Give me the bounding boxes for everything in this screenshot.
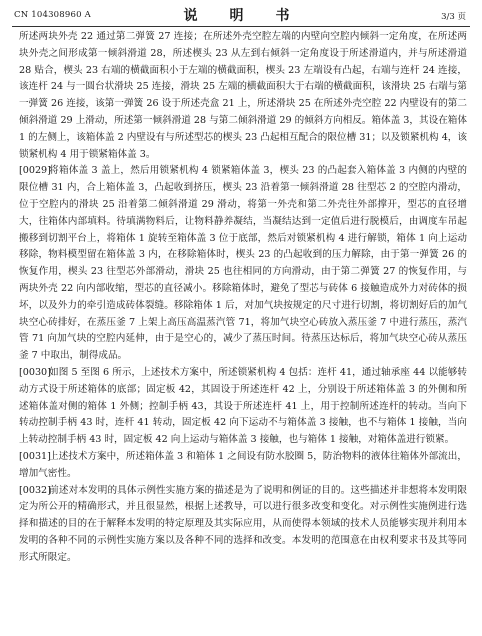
publication-number: CN 104308960 A xyxy=(14,10,91,20)
document-body xyxy=(19,29,467,567)
paragraph-continued xyxy=(19,29,467,163)
paragraph-number: [0029] xyxy=(19,165,51,177)
page-number: 3/3 页 xyxy=(441,12,466,22)
paragraph-text: 将箱体盖 3 盖上，然后用锁紧机构 4 锁紧箱体盖 3，楔头 23 的凸起套入箱体盖 3 内侧的内壁的限位槽 31 内，合上箱体盖 3，凸起收到挤压，楔头 23 沿着第一倾斜滑道 28 往型芯 2 的空腔内滑动，位于空腔内的滑块 25 沿着第二倾斜滑道 29 滑动，将第一外壳和第二外壳往外部撑开，型芯的直径增大，往箱体内部填料。待填满物料后，让物料静养凝结，当凝结达到一定值后进行脱模后，由调度车吊起搬移到切割平台上，将箱体 1 旋转至箱体盖 3 位于底部，然后对锁紧机构 4 进行解锁，箱体 1 向上运动移除，物料模型留在箱体盖 3 内，在移除箱体时，楔头 23 的凸起收到的压力解除，由于第一弹簧 26 的恢复作用，楔头 23 往型芯外部滑动，滑块 25 也往相同的方向滑动，由于第二弹簧 27 的恢复作用，与两块外壳 22 向内部收缩，型芯的直径减小。移除箱体时，避免了型芯与砖体 6 接触造成外力对砖体的损坏，以及外力的牵引造成砖体裂缝。移除箱体 1 后，对加气块按规定的尺寸进行切割，将切割好后的加气块空心砖排好，在蒸压釜 7 上架上高压高温蒸汽管 71，将加气块空心砖放入蒸压釜 7 中进行蒸压，蒸汽管 71 向加气块的空腔内延伸，由于是空心的，减少了蒸压时间。待蒸压达标后，将加气块空心砖从蒸压釜 7 中取出，制得成品。 xyxy=(19,165,467,362)
paragraph-number: [0031] xyxy=(19,450,51,462)
paragraph-0030 xyxy=(19,365,467,449)
paragraph-0029 xyxy=(19,163,467,365)
page-header xyxy=(0,0,482,27)
paragraph-text: 上述技术方案中，所述箱体盖 3 和箱体 1 之间设有防水胶圈 5，防治物料的液体往箱体外部流出，增加气密性。 xyxy=(19,450,467,479)
header-divider xyxy=(12,26,470,27)
paragraph-0032 xyxy=(19,483,467,567)
paragraph-text: 所述两块外壳 22 通过第二弹簧 27 连接；在所述外壳空腔左端的内壁向空腔内倾斜一定角度，在所述两块外壳之间形成第一倾斜滑道 28，所述楔头 23 从左到右倾斜一定角度设于所述滑道内，并与所述滑道 28 贴合，楔头 23 右端的横截面积小于左端的横截面积，楔头 23 左端设有凸起，右端与连杆 24 连接，该连杆 24 与一圆台状滑块 25 连接，滑块 25 左端的横截面积大于右端的横截面积，该滑块 25 右端与第一弹簧 26 连接，该第一弹簧 26 设于所述壳盒 21 上，所述滑块 25 在所述外壳空腔 22 内壁设有的第二倾斜滑道 29 上滑动，所述第一倾斜滑道 28 与第二倾斜滑道 29 的倾斜方向相反。箱体盖 3，其设在箱体 1 的左侧上，该箱体盖 2 内壁设有与所述型芯的楔头 23 凸起相互配合的限位槽 31；以及锁紧机构 4，该锁紧机构 4 用于锁紧箱体盖 3。 xyxy=(19,31,467,160)
paragraph-text: 如图 5 至图 6 所示，上述技术方案中，所述锁紧机构 4 包括：连杆 41，通过轴承座 44 以能够转动方式设于所述箱体的底部；固定板 42，其固设于所述连杆 42 上，分别设于所述箱体盖 3 的外侧和所述箱体盖对侧的箱体 1 外侧；控制手柄 43，其设于所述连杆 41 上，用于控制所述连杆的转动。当向下转动控制手柄 43 时，连杆 41 转动，固定板 42 向下运动不与箱体盖 3 接触，也不与箱体 1 接触，当向上转动控制手柄 43 时，固定板 42 向上运动与箱体盖 3 接触，也与箱体 1 接触，对箱体盖进行锁紧。 xyxy=(19,366,467,446)
document-title: 说 明 书 xyxy=(183,8,299,24)
paragraph-0031 xyxy=(19,449,467,483)
paragraph-number: [0030] xyxy=(19,366,51,378)
paragraph-number: [0032] xyxy=(19,484,51,496)
paragraph-text: 前述对本发明的具体示例性实施方案的描述是为了说明和例证的目的。这些描述并非想将本发明限定为所公开的精确形式，并且很显然，根据上述教导，可以进行很多改变和变化。对示例性实施例进行选择和描述的目的在于解释本发明的特定原理及其实际应用，从而使得本领域的技术人员能够实现并利用本发明的各种不同的示例性实施方案以及各种不同的选择和改变。本发明的范围意在由权利要求书及其等同形式所限定。 xyxy=(19,484,467,563)
